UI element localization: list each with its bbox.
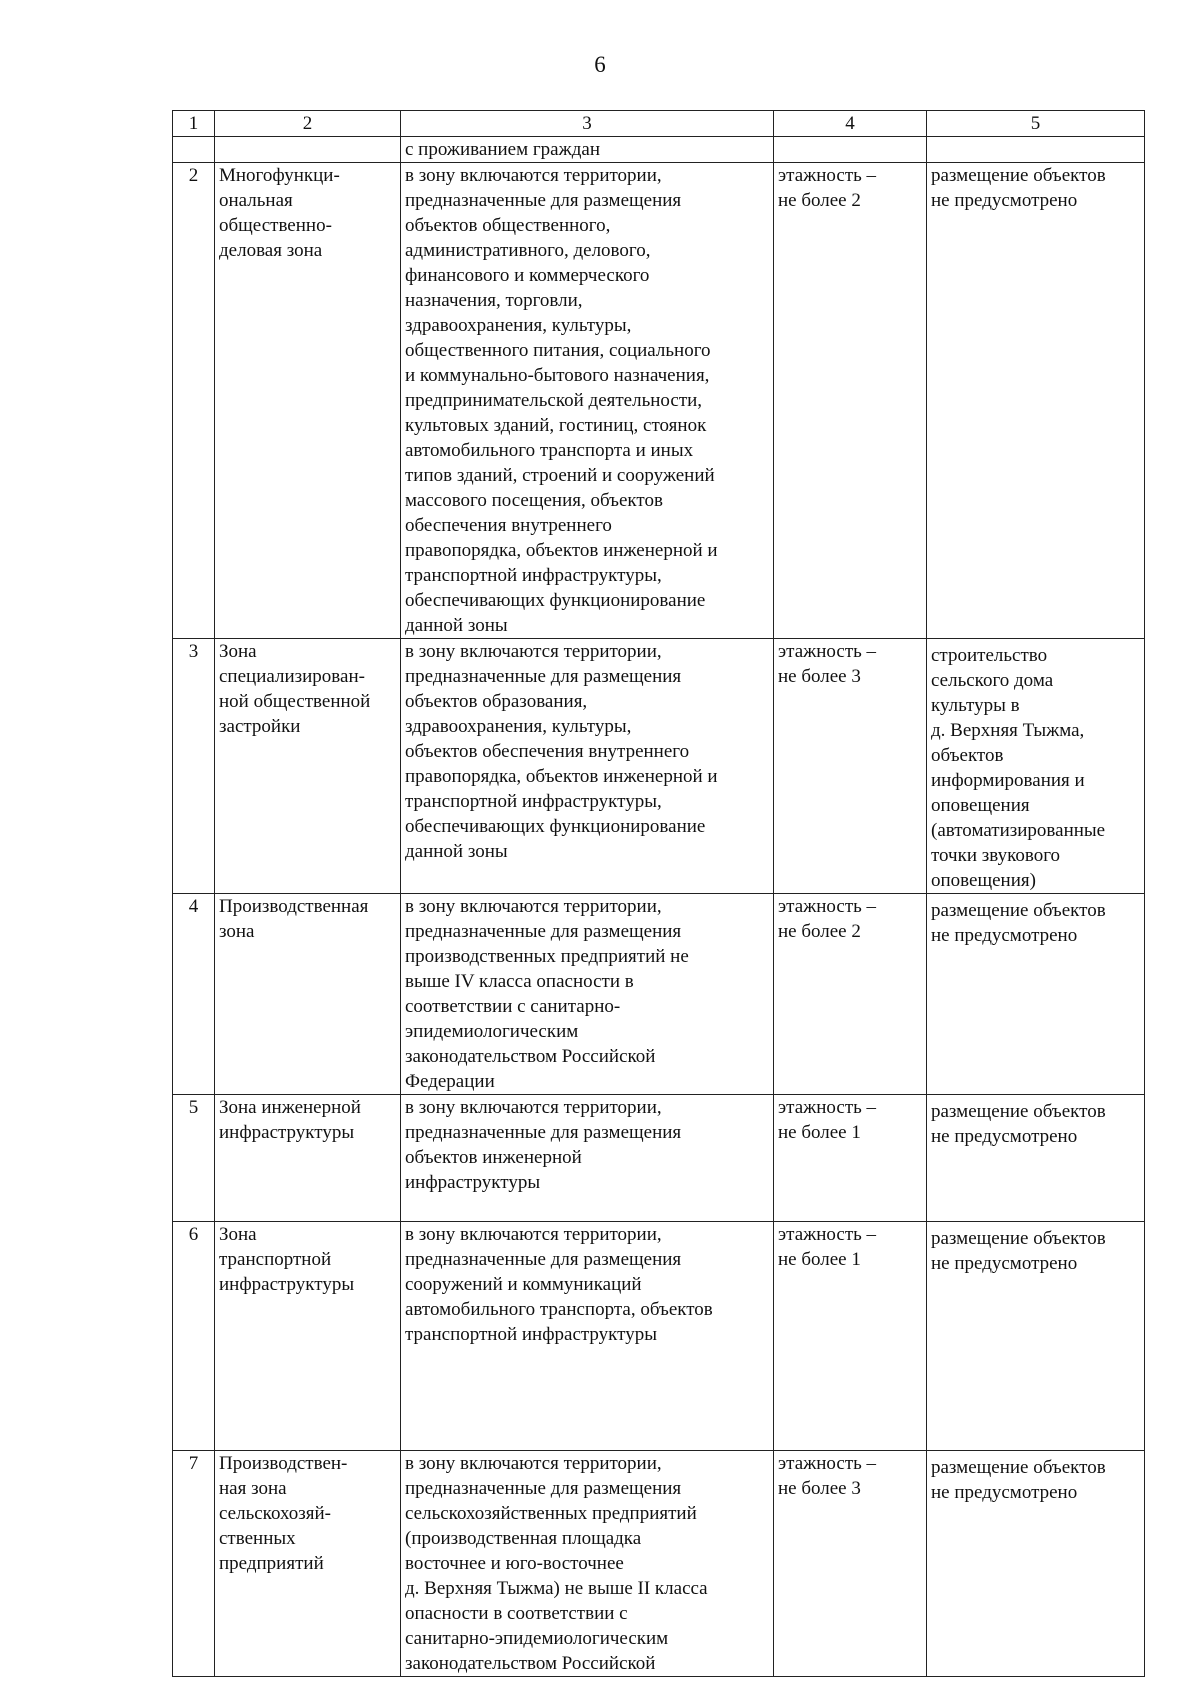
planned-objects: размещение объектов не предусмотрено bbox=[927, 163, 1145, 639]
zone-name: Многофункци- ональная общественно- деловая зона bbox=[215, 163, 401, 639]
floors-limit bbox=[774, 137, 927, 163]
row-number bbox=[173, 137, 215, 163]
zone-name: Производствен- ная зона сельскохозяй- ственных предприятий bbox=[215, 1451, 401, 1677]
zone-name: Зона инженерной инфраструктуры bbox=[215, 1095, 401, 1222]
table-row-continuation bbox=[173, 137, 1145, 163]
table-row bbox=[173, 1222, 1145, 1451]
table-row bbox=[173, 163, 1145, 639]
floors-limit: этажность – не более 2 bbox=[774, 163, 927, 639]
header-cell-3: 3 bbox=[401, 111, 774, 137]
planned-objects bbox=[927, 137, 1145, 163]
zone-description: с проживанием граждан bbox=[401, 137, 774, 163]
floors-limit: этажность – не более 1 bbox=[774, 1222, 927, 1451]
planned-objects: размещение объектов не предусмотрено bbox=[927, 1095, 1145, 1222]
floors-limit: этажность – не более 3 bbox=[774, 1451, 927, 1677]
table-row bbox=[173, 1451, 1145, 1677]
floors-limit: этажность – не более 3 bbox=[774, 639, 927, 894]
planned-objects: строительство сельского дома культуры в д. Верхняя Тыжма, объектов информирования и оповещения (автоматизированные точки звукового оповещения) bbox=[927, 639, 1145, 894]
zone-description: в зону включаются территории, предназначенные для размещения объектов общественного, административного, делового, финансового и коммерческого назначения, торговли, здравоохранения, культуры, общественного питания, социального и коммунально-бытового назначения, предпринимательской деятельности, культовых зданий, гостиниц, стоянок автомобильного транспорта и иных типов зданий, строений и сооружений массового посещения, объектов обеспечения внутреннего правопорядка, объектов инженерной и транспортной инфраструктуры, обеспечивающих функционирование данной зоны bbox=[401, 163, 774, 639]
row-number: 2 bbox=[173, 163, 215, 639]
row-number: 6 bbox=[173, 1222, 215, 1451]
row-number: 5 bbox=[173, 1095, 215, 1222]
zone-name bbox=[215, 137, 401, 163]
zone-description: в зону включаются территории, предназначенные для размещения объектов инженерной инфраструктуры bbox=[401, 1095, 774, 1222]
header-cell-1: 1 bbox=[173, 111, 215, 137]
zones-table bbox=[172, 110, 1145, 1677]
header-cell-2: 2 bbox=[215, 111, 401, 137]
header-cell-4: 4 bbox=[774, 111, 927, 137]
planned-objects: размещение объектов не предусмотрено bbox=[927, 1451, 1145, 1677]
table-row bbox=[173, 639, 1145, 894]
zone-name: Зона специализирован- ной общественной застройки bbox=[215, 639, 401, 894]
table-row bbox=[173, 1095, 1145, 1222]
zone-description: в зону включаются территории, предназначенные для размещения объектов образования, здравоохранения, культуры, объектов обеспечения внутреннего правопорядка, объектов инженерной и транспортной инфраструктуры, обеспечивающих функционирование данной зоны bbox=[401, 639, 774, 894]
zone-description: в зону включаются территории, предназначенные для размещения сооружений и коммуникаций автомобильного транспорта, объектов транспортной инфраструктуры bbox=[401, 1222, 774, 1451]
page-number: 6 bbox=[594, 52, 606, 77]
zone-name: Зона транспортной инфраструктуры bbox=[215, 1222, 401, 1451]
zone-description: в зону включаются территории, предназначенные для размещения производственных предприятий не выше IV класса опасности в соответствии с санитарно- эпидемиологическим законодательством Российской Федерации bbox=[401, 894, 774, 1095]
planned-objects: размещение объектов не предусмотрено bbox=[927, 894, 1145, 1095]
zone-description: в зону включаются территории, предназначенные для размещения сельскохозяйственных предприятий (производственная площадка восточнее и юго-восточнее д. Верхняя Тыжма) не выше II класса опасности в соответствии с санитарно-эпидемиологическим законодательством Российской bbox=[401, 1451, 774, 1677]
row-number: 3 bbox=[173, 639, 215, 894]
zone-name: Производственная зона bbox=[215, 894, 401, 1095]
row-number: 7 bbox=[173, 1451, 215, 1677]
floors-limit: этажность – не более 2 bbox=[774, 894, 927, 1095]
header-cell-5: 5 bbox=[927, 111, 1145, 137]
table-row bbox=[173, 894, 1145, 1095]
planned-objects: размещение объектов не предусмотрено bbox=[927, 1222, 1145, 1451]
floors-limit: этажность – не более 1 bbox=[774, 1095, 927, 1222]
row-number: 4 bbox=[173, 894, 215, 1095]
table-header-row bbox=[173, 111, 1145, 137]
